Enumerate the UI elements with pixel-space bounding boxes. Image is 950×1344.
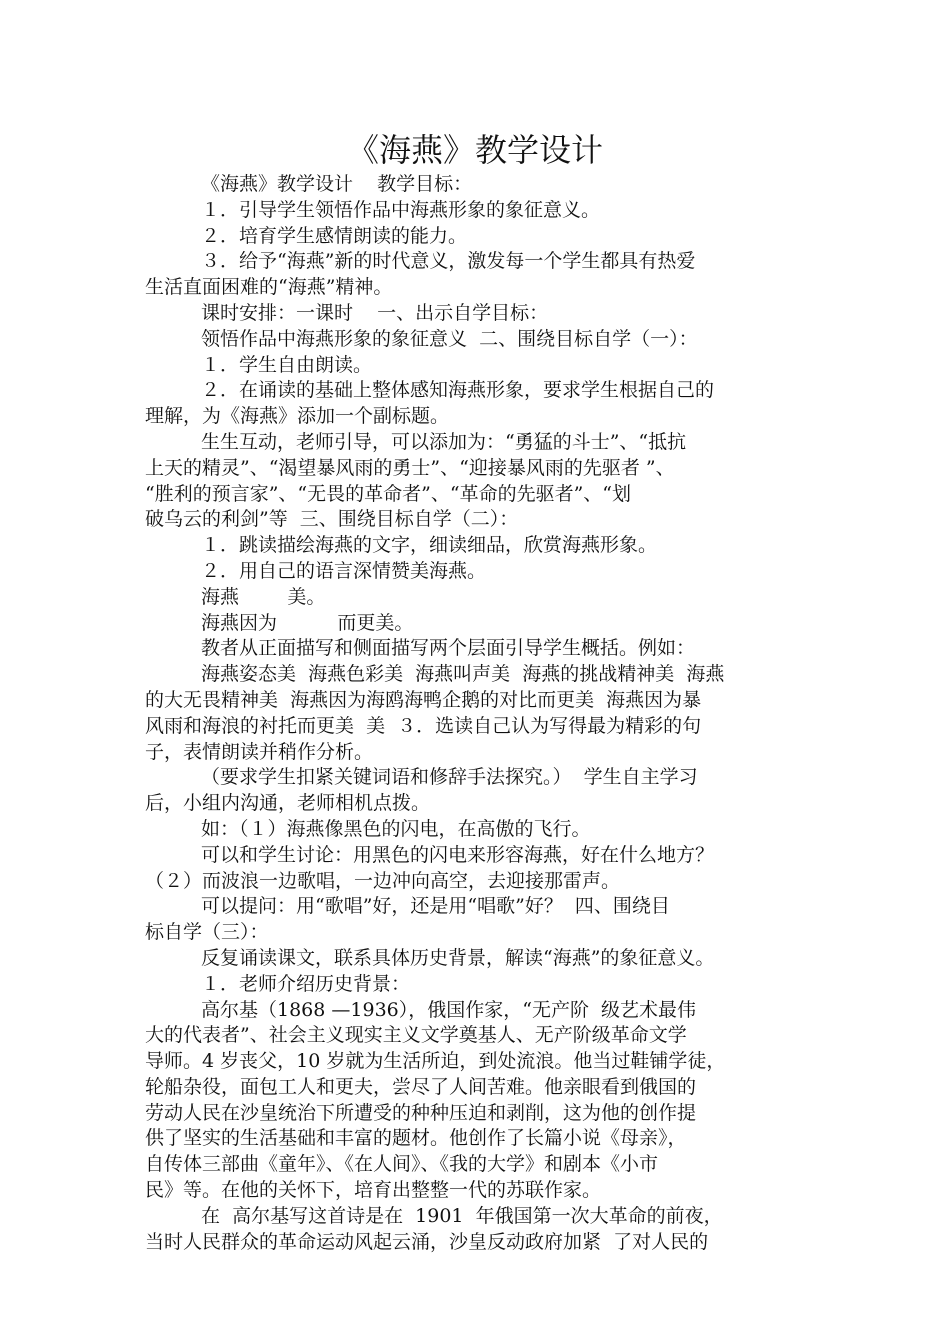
text-line: 可以提问：用“歌唱”好，还是用“唱歌”好？ 四、围绕目 [201,895,670,918]
text-line: 教者从正面描写和侧面描写两个层面引导学生概括。例如： [201,637,696,660]
text-line: ２．培育学生感情朗读的能力。 [201,224,468,247]
text-line: 后，小组内沟通，老师相机点拨。 [145,792,431,815]
text-line: 自传体三部曲《童年》、《在人间》、《我的大学》和剧本《小市 [145,1153,659,1176]
document-body [145,172,813,1255]
text-line: １．学生自由朗读。 [201,353,373,376]
text-line: 子，表情朗读并稍作分析。 [145,740,374,763]
text-line: 轮船杂役，面包工人和更夫，尝尽了人间苦难。他亲眼看到俄国的 [145,1075,697,1098]
text-line: １．跳读描绘海燕的文字，细读细品，欣赏海燕形象。 [201,534,658,557]
text-line: 供了坚实的生活基础和丰富的题材。他创作了长篇小说《母亲》， [145,1127,687,1150]
text-line: ２．用自己的语言深情赞美海燕。 [201,559,487,582]
text-line: 如：（１）海燕像黑色的闪电，在高傲的飞行。 [201,817,591,840]
text-line: 标自学（三）： [145,921,269,944]
text-line: 生生互动，老师引导，可以添加为：“勇猛的斗士”、“抵抗 [201,430,687,453]
text-line: 大的代表者”、社会主义现实主义文学奠基人、无产阶级革命文学 [145,1024,687,1047]
text-line: 当时人民群众的革命运动风起云涌，沙皇反动政府加紧 了对人民的 [145,1230,709,1253]
text-line: 的大无畏精神美 海燕因为海鸥海鸭企鹅的对比而更美 海燕因为暴 [145,688,702,711]
text-line: 理解，为《海燕》添加一个副标题。 [145,405,450,428]
text-line: 生活直面困难的“海燕”精神。 [145,276,393,299]
text-line: ３．给予“海燕”新的时代意义，激发每一个学生都具有热爱 [201,250,696,273]
text-line: ２．在诵读的基础上整体感知海燕形象，要求学生根据自己的 [201,379,715,402]
text-line: 课时安排：一课时 一、出示自学目标： [201,301,549,324]
text-line: 可以和学生讨论：用黑色的闪电来形容海燕，好在什么地方？ [201,843,715,866]
text-line: １．引导学生领悟作品中海燕形象的象征意义。 [201,198,601,221]
text-line: 反复诵读课文，联系具体历史背景，解读“海燕”的象征意义。 [201,946,715,969]
text-line: “胜利的预言家”、“无畏的革命者”、“革命的先驱者”、“划 [145,482,631,505]
document-title: 《海燕》教学设计 [346,131,603,169]
text-line: 领悟作品中海燕形象的象征意义 二、围绕目标自学（一）： [201,327,698,350]
text-line: 《海燕》教学设计 教学目标： [201,173,473,195]
text-line: 海燕 美。 [201,585,326,608]
text-line: 高尔基（1868 —1936），俄国作家，“无产阶 级艺术最伟 [201,998,697,1021]
text-line: １．老师介绍历史背景： [201,972,411,995]
text-line: （要求学生扣紧关键词语和修辞手法探究。） 学生自主学习 [201,766,698,789]
text-line: 民》等。在他的关怀下，培育出整整一代的苏联作家。 [145,1179,602,1202]
text-line: 上天的精灵”、“渴望暴风雨的勇士”、“迎接暴风雨的先驱者 ”、 [145,456,675,479]
text-line: 劳动人民在沙皇统治下所遭受的种种压迫和剥削，这为他的创作提 [145,1101,697,1124]
text-line: 在 高尔基写这首诗是在 1901 年俄国第一次大革命的前夜， [201,1204,723,1227]
text-line: 海燕姿态美 海燕色彩美 海燕叫声美 海燕的挑战精神美 海燕 [201,663,725,686]
text-line: （２）而波浪一边歌唱，一边冲向高空，去迎接那雷声。 [145,869,621,892]
text-line: 破乌云的利剑”等 三、围绕目标自学（二）： [145,508,519,531]
text-line: 导师。4 岁丧父，10 岁就为生活所迫，到处流浪。他当过鞋铺学徒， [145,1050,726,1073]
text-line: 风雨和海浪的衬托而更美 美 ３．选读自己认为写得最为精彩的句 [145,714,702,737]
text-line: 海燕因为 而更美。 [201,611,414,634]
